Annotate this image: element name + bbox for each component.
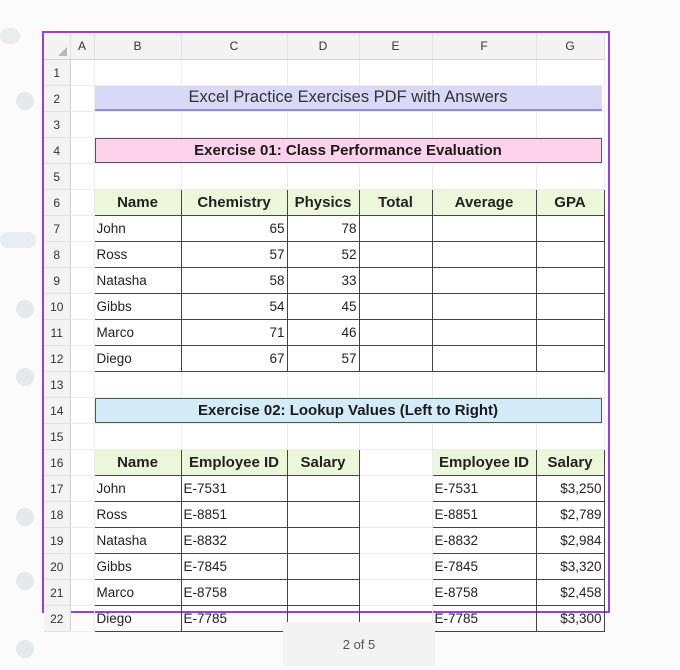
cell[interactable]	[70, 346, 94, 372]
gpa-cell[interactable]	[536, 242, 604, 268]
select-all-corner[interactable]	[44, 33, 70, 60]
title-cell[interactable]	[94, 86, 604, 112]
chemistry-cell[interactable]: 67	[181, 346, 287, 372]
cell[interactable]	[70, 268, 94, 294]
exercise1-title: Exercise 01: Class Performance Evaluation	[95, 138, 602, 163]
column-header[interactable]: D	[287, 33, 359, 60]
cell[interactable]	[536, 60, 604, 86]
table-header[interactable]: GPA	[536, 190, 604, 216]
average-cell[interactable]	[432, 268, 536, 294]
cell[interactable]	[94, 424, 181, 450]
employee-name-cell[interactable]: Diego	[94, 606, 181, 632]
salary-result-cell[interactable]	[287, 502, 359, 528]
cell[interactable]	[432, 372, 536, 398]
column-header[interactable]: F	[432, 33, 536, 60]
row-header[interactable]: 10	[44, 294, 70, 320]
row-header[interactable]: 7	[44, 216, 70, 242]
salary-result-cell[interactable]	[287, 554, 359, 580]
row-header[interactable]: 22	[44, 606, 70, 632]
row-header[interactable]: 5	[44, 164, 70, 190]
cell[interactable]	[359, 528, 432, 554]
chemistry-cell[interactable]: 57	[181, 242, 287, 268]
cell[interactable]	[432, 60, 536, 86]
cell[interactable]	[70, 528, 94, 554]
lookup-salary-cell[interactable]: $3,320	[536, 554, 604, 580]
cell[interactable]	[359, 476, 432, 502]
physics-cell[interactable]: 52	[287, 242, 359, 268]
cell[interactable]	[432, 164, 536, 190]
lookup-id-cell[interactable]: E-8832	[432, 528, 536, 554]
gpa-cell[interactable]	[536, 294, 604, 320]
gpa-cell[interactable]	[536, 320, 604, 346]
average-cell[interactable]	[432, 346, 536, 372]
total-cell[interactable]	[359, 346, 432, 372]
row-header[interactable]: 17	[44, 476, 70, 502]
table-header[interactable]: Average	[432, 190, 536, 216]
cell[interactable]	[536, 164, 604, 190]
cell[interactable]	[70, 320, 94, 346]
row-header[interactable]: 3	[44, 112, 70, 138]
salary-result-cell[interactable]	[287, 476, 359, 502]
cell[interactable]	[359, 112, 432, 138]
column-header[interactable]: C	[181, 33, 287, 60]
column-header[interactable]: A	[70, 33, 94, 60]
row-header[interactable]: 15	[44, 424, 70, 450]
cell[interactable]	[287, 424, 359, 450]
cell[interactable]	[181, 112, 287, 138]
cell[interactable]	[181, 60, 287, 86]
lookup-salary-cell[interactable]: $2,789	[536, 502, 604, 528]
lookup-id-cell[interactable]: E-8851	[432, 502, 536, 528]
column-header[interactable]: B	[94, 33, 181, 60]
row-header[interactable]: 16	[44, 450, 70, 476]
column-header[interactable]: E	[359, 33, 432, 60]
cell[interactable]	[70, 242, 94, 268]
exercise2-title-cell[interactable]	[94, 398, 604, 424]
cell[interactable]	[536, 424, 604, 450]
lookup-id-cell[interactable]: E-7531	[432, 476, 536, 502]
cell[interactable]	[70, 372, 94, 398]
cell[interactable]	[181, 164, 287, 190]
cell[interactable]	[359, 424, 432, 450]
cell[interactable]	[287, 60, 359, 86]
average-cell[interactable]	[432, 320, 536, 346]
cell[interactable]	[70, 112, 94, 138]
cell[interactable]	[94, 112, 181, 138]
cell[interactable]	[287, 164, 359, 190]
row-header[interactable]: 13	[44, 372, 70, 398]
cell[interactable]	[70, 450, 94, 476]
table-header[interactable]: Employee ID	[432, 450, 536, 476]
table-header[interactable]: Name	[94, 190, 181, 216]
row-header[interactable]: 18	[44, 502, 70, 528]
cell[interactable]	[70, 294, 94, 320]
cell[interactable]	[70, 190, 94, 216]
total-cell[interactable]	[359, 242, 432, 268]
cell[interactable]	[359, 450, 432, 476]
employee-id-cell[interactable]: E-8758	[181, 580, 287, 606]
cell[interactable]	[359, 372, 432, 398]
cell[interactable]	[287, 112, 359, 138]
table-header[interactable]: Employee ID	[181, 450, 287, 476]
total-cell[interactable]	[359, 268, 432, 294]
chemistry-cell[interactable]: 54	[181, 294, 287, 320]
employee-id-cell[interactable]: E-8832	[181, 528, 287, 554]
cell[interactable]	[359, 60, 432, 86]
lookup-salary-cell[interactable]: $2,984	[536, 528, 604, 554]
cell[interactable]	[94, 60, 181, 86]
employee-name-cell[interactable]: John	[94, 476, 181, 502]
cell[interactable]	[70, 398, 94, 424]
lookup-salary-cell[interactable]: $3,300	[536, 606, 604, 632]
cell[interactable]	[70, 476, 94, 502]
cell[interactable]	[70, 580, 94, 606]
lookup-id-cell[interactable]: E-7785	[432, 606, 536, 632]
cell[interactable]	[94, 372, 181, 398]
cell[interactable]	[359, 164, 432, 190]
physics-cell[interactable]: 78	[287, 216, 359, 242]
document-page	[42, 31, 610, 626]
column-header[interactable]: G	[536, 33, 604, 60]
cell[interactable]	[70, 138, 94, 164]
total-cell[interactable]	[359, 294, 432, 320]
row-header[interactable]: 2	[44, 86, 70, 112]
row-header[interactable]: 20	[44, 554, 70, 580]
cell[interactable]	[70, 86, 94, 112]
cell[interactable]	[70, 164, 94, 190]
cell[interactable]	[359, 554, 432, 580]
row-header[interactable]: 8	[44, 242, 70, 268]
column-header-row	[44, 33, 604, 60]
student-name-cell[interactable]: Natasha	[94, 268, 181, 294]
physics-cell[interactable]: 33	[287, 268, 359, 294]
student-name-cell[interactable]: Diego	[94, 346, 181, 372]
employee-name-cell[interactable]: Gibbs	[94, 554, 181, 580]
cell[interactable]	[70, 502, 94, 528]
table-header[interactable]: Salary	[287, 450, 359, 476]
gpa-cell[interactable]	[536, 268, 604, 294]
chemistry-cell[interactable]: 71	[181, 320, 287, 346]
exercise2-title: Exercise 02: Lookup Values (Left to Right)	[95, 398, 602, 423]
table-header[interactable]: Chemistry	[181, 190, 287, 216]
employee-name-cell[interactable]: Ross	[94, 502, 181, 528]
row-header[interactable]: 11	[44, 320, 70, 346]
average-cell[interactable]	[432, 242, 536, 268]
student-name-cell[interactable]: John	[94, 216, 181, 242]
average-cell[interactable]	[432, 294, 536, 320]
row-header[interactable]: 12	[44, 346, 70, 372]
lookup-id-cell[interactable]: E-7845	[432, 554, 536, 580]
gpa-cell[interactable]	[536, 216, 604, 242]
physics-cell[interactable]: 46	[287, 320, 359, 346]
row-header[interactable]: 9	[44, 268, 70, 294]
table-header[interactable]: Name	[94, 450, 181, 476]
table-header[interactable]: Total	[359, 190, 432, 216]
student-name-cell[interactable]: Marco	[94, 320, 181, 346]
main-title: Excel Practice Exercises PDF with Answers	[95, 86, 602, 111]
row-header[interactable]: 21	[44, 580, 70, 606]
employee-id-cell[interactable]: E-7531	[181, 476, 287, 502]
chemistry-cell[interactable]: 58	[181, 268, 287, 294]
employee-id-cell[interactable]: E-8851	[181, 502, 287, 528]
cell[interactable]	[359, 502, 432, 528]
employee-name-cell[interactable]: Natasha	[94, 528, 181, 554]
student-name-cell[interactable]: Ross	[94, 242, 181, 268]
cell[interactable]	[181, 372, 287, 398]
lookup-id-cell[interactable]: E-8758	[432, 580, 536, 606]
cell[interactable]	[287, 372, 359, 398]
cell[interactable]	[70, 60, 94, 86]
cell[interactable]	[70, 606, 94, 632]
cell[interactable]	[70, 424, 94, 450]
table-header[interactable]: Salary	[536, 450, 604, 476]
spreadsheet-grid	[44, 33, 605, 632]
chemistry-cell[interactable]: 65	[181, 216, 287, 242]
cell[interactable]	[70, 554, 94, 580]
cell[interactable]	[432, 424, 536, 450]
lookup-salary-cell[interactable]: $2,458	[536, 580, 604, 606]
exercise1-title-cell[interactable]	[94, 138, 604, 164]
table-header[interactable]: Physics	[287, 190, 359, 216]
salary-result-cell[interactable]	[287, 528, 359, 554]
employee-id-cell[interactable]: E-7845	[181, 554, 287, 580]
cell[interactable]	[70, 216, 94, 242]
gpa-cell[interactable]	[536, 346, 604, 372]
cell[interactable]	[536, 372, 604, 398]
row-header[interactable]: 6	[44, 190, 70, 216]
cell[interactable]	[432, 112, 536, 138]
physics-cell[interactable]: 45	[287, 294, 359, 320]
cell[interactable]	[536, 112, 604, 138]
employee-id-cell[interactable]: E-7785	[181, 606, 287, 632]
student-name-cell[interactable]: Gibbs	[94, 294, 181, 320]
total-cell[interactable]	[359, 216, 432, 242]
salary-result-cell[interactable]	[287, 580, 359, 606]
row-header[interactable]: 19	[44, 528, 70, 554]
cell[interactable]	[94, 164, 181, 190]
employee-name-cell[interactable]: Marco	[94, 580, 181, 606]
physics-cell[interactable]: 57	[287, 346, 359, 372]
cell[interactable]	[181, 424, 287, 450]
average-cell[interactable]	[432, 216, 536, 242]
total-cell[interactable]	[359, 320, 432, 346]
row-header[interactable]: 1	[44, 60, 70, 86]
row-header[interactable]: 14	[44, 398, 70, 424]
lookup-salary-cell[interactable]: $3,250	[536, 476, 604, 502]
page-counter: 2 of 5	[283, 622, 435, 666]
row-header[interactable]: 4	[44, 138, 70, 164]
cell[interactable]	[359, 580, 432, 606]
